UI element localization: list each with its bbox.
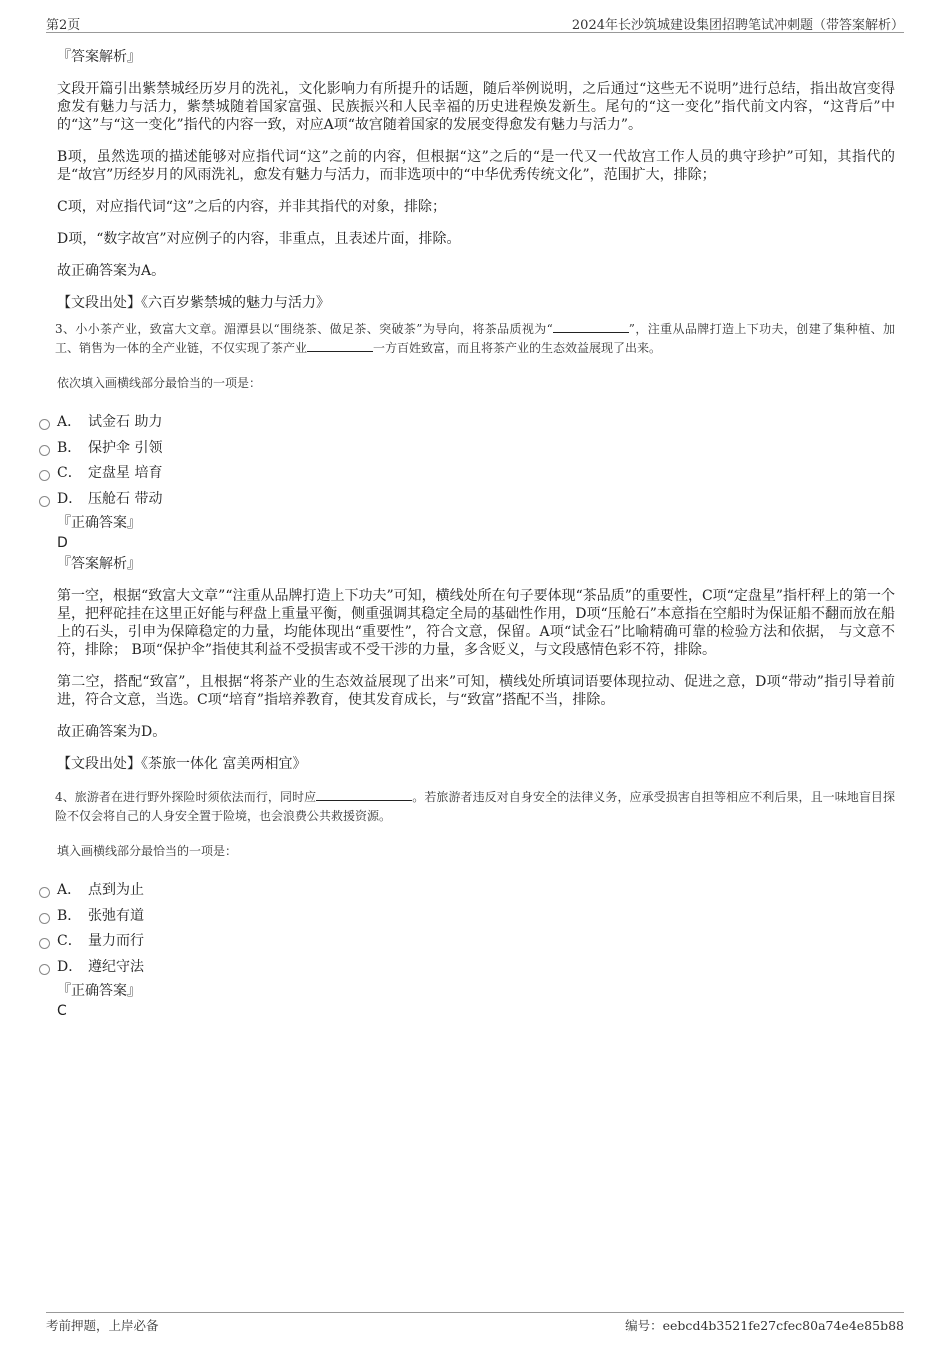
page-number: 第2页 xyxy=(46,18,81,33)
footer-slogan: 考前押题，上岸必备 xyxy=(46,1318,159,1333)
analysis-paragraph: 文段开篇引出紫禁城经历岁月的洗礼，文化影响力有所提升的话题，随后举例说明，之后通过“这些无不说明”进行总结，指出故宫变得愈发有魅力与活力，紫禁城随着国家富强、民族振兴和人民幸福的历史进程焕发新生。尾句的“这一变化”指代前文内容，“这背后”中的“这”与“这一变化”指代的内容一致，对应A项“故宫随着国家的发展变得愈发有魅力与活力”。 xyxy=(57,81,895,133)
radio-icon[interactable] xyxy=(39,419,50,430)
document-title: 2024年长沙筑城建设集团招聘笔试冲刺题（带答案解析） xyxy=(571,18,904,33)
analysis-paragraph: 第一空，根据“致富大文章”“注重从品牌打造上下功夫”可知，横线处所在句子要体现“茶品质”的重要性，C项“定盘星”指杆秤上的第一个星，把秤砣挂在这里正好能与秤盘上重量平衡，侧重强调其稳定全局的基础性作用，D项“压舱石”本意指在空船时为保证船不翻而放在船上的石头，引申为保障稳定的力量，均能体现出“重要性”，符合文意，保留。A项“试金石”比喻精确可靠的检验方法和依据， 与文意不符，排除； B项“保护伞”指使其利益不受损害或不受干涉的力量，多含贬义，与文段感情色彩不符，排除。 xyxy=(57,588,895,658)
source-citation: 【文段出处】《茶旅一体化 富美两相宜》 xyxy=(57,756,307,772)
answer-label: 『正确答案』 xyxy=(57,515,141,531)
option-b[interactable]: B． 保护伞 引领 xyxy=(0,436,895,462)
page-content xyxy=(57,48,895,1020)
option-d[interactable]: D． 遵纪守法 xyxy=(0,955,895,981)
source-citation: 【文段出处】《六百岁紫禁城的魅力与活力》 xyxy=(57,295,330,311)
analysis-paragraph: B项，虽然选项的描述能够对应指代词“这”之前的内容，但根据“这”之后的“是一代又一代故宫工作人员的典守珍护”可知，其指代的是“故宫”历经岁月的风雨洗礼，愈发有魅力与活力，而非选项中的“中华优秀传统文化”，范围扩大，排除； xyxy=(57,149,895,183)
radio-icon[interactable] xyxy=(39,938,50,949)
analysis-conclusion: 故正确答案为A。 xyxy=(57,263,166,279)
analysis-label: 『答案解析』 xyxy=(57,556,141,572)
answer-label: 『正确答案』 xyxy=(57,983,141,999)
analysis-paragraph: D项，“数字故宫”对应例子的内容，非重点，且表述片面，排除。 xyxy=(57,231,461,247)
fill-blank xyxy=(307,339,373,352)
option-b[interactable]: B． 张弛有道 xyxy=(0,904,895,930)
option-a[interactable]: A． 试金石 助力 xyxy=(0,410,895,436)
radio-icon[interactable] xyxy=(39,445,50,456)
page-footer xyxy=(46,1312,904,1335)
question-3-options xyxy=(0,410,895,512)
fill-blank xyxy=(316,788,412,801)
analysis-paragraph: 第二空，搭配“致富”，且根据“将茶产业的生态效益展现了出来”可知，横线处所填词语要体现拉动、促进之意，D项“带动”指引导着前进，符合文意，当选。C项“培育”指培养教育，使其发育成长，与“致富”搭配不当，排除。 xyxy=(57,674,895,708)
question-3-stem: 3、小小茶产业，致富大文章。湄潭县以“围绕茶、做足茶、突破茶”为导向，将茶品质视为“ ”，注重从品牌打造上下功夫，创建了集种植、加工、销售为一体的全产业链，不仅实现了茶产业 一方百姓致富，而且将茶产业的生态效益展现了出来。 xyxy=(55,322,895,355)
question-3-instruction: 依次填入画横线部分最恰当的一项是： xyxy=(57,376,262,390)
document-id: 编号：eebcd4b3521fe27cfec80a74e4e85b88 xyxy=(625,1318,904,1333)
option-d[interactable]: D． 压舱石 带动 xyxy=(0,487,895,513)
radio-icon[interactable] xyxy=(39,470,50,481)
analysis-paragraph: C项，对应指代词“这”之后的内容，并非其指代的对象，排除； xyxy=(57,199,447,215)
question-4-options xyxy=(0,878,895,980)
analysis-conclusion: 故正确答案为D。 xyxy=(57,724,167,740)
correct-answer: D xyxy=(57,535,68,551)
page-header xyxy=(46,14,904,33)
question-4-stem: 4、旅游者在进行野外探险时须依法而行，同时应 。若旅游者违反对自身安全的法律义务，应承受损害自担等相应不利后果，且一味地盲目探险不仅会将自己的人身安全置于险境，也会浪费公共救援资源。 xyxy=(55,790,895,823)
option-c[interactable]: C． 量力而行 xyxy=(0,929,895,955)
radio-icon[interactable] xyxy=(39,913,50,924)
radio-icon[interactable] xyxy=(39,964,50,975)
radio-icon[interactable] xyxy=(39,496,50,507)
radio-icon[interactable] xyxy=(39,887,50,898)
correct-answer: C xyxy=(57,1003,67,1019)
option-c[interactable]: C． 定盘星 培育 xyxy=(0,461,895,487)
analysis-label: 『答案解析』 xyxy=(57,49,141,65)
question-4-instruction: 填入画横线部分最恰当的一项是： xyxy=(57,844,238,858)
fill-blank xyxy=(553,320,629,333)
option-a[interactable]: A． 点到为止 xyxy=(0,878,895,904)
